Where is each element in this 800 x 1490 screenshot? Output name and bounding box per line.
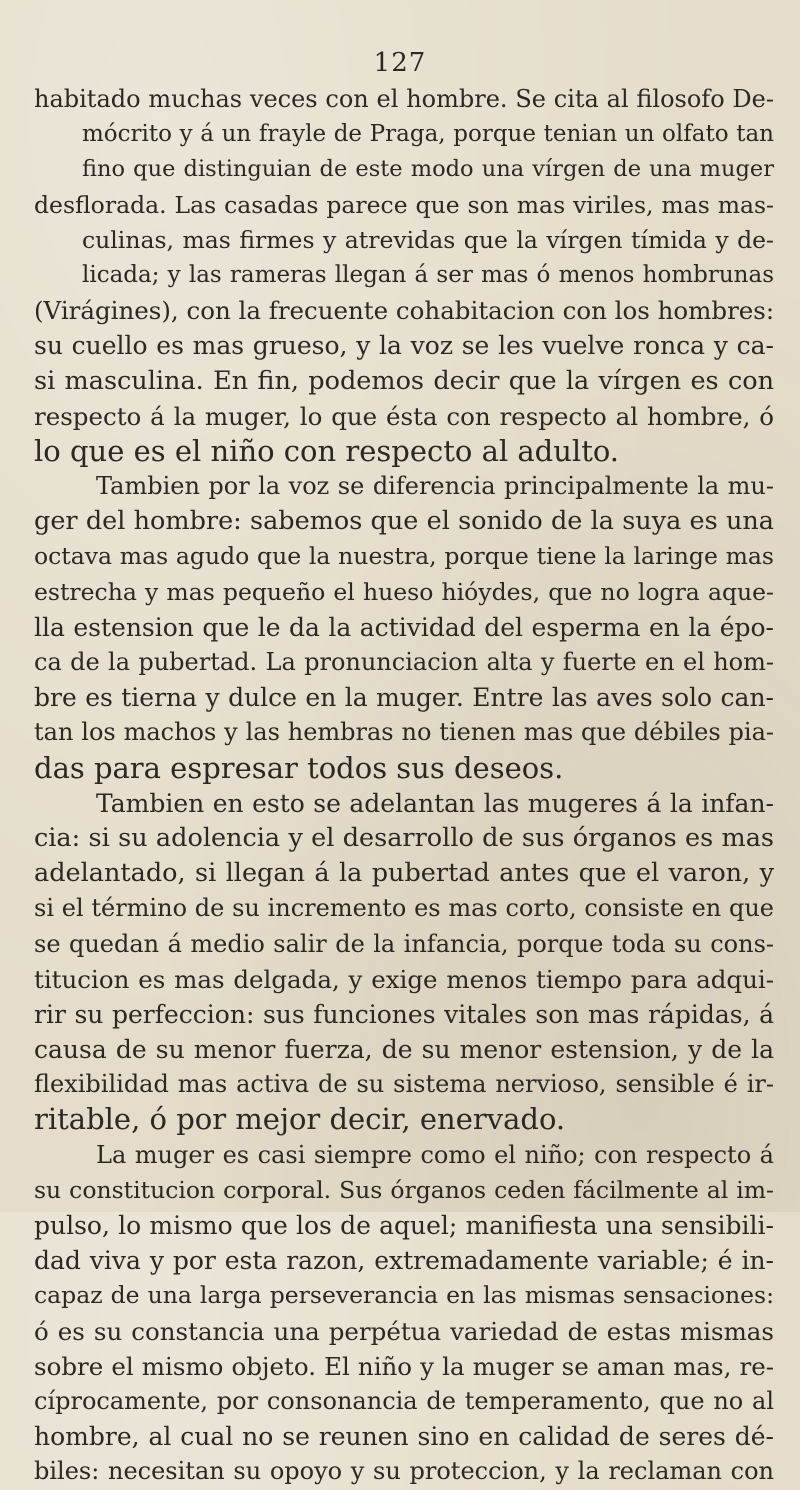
text-line: rir su perfeccion: sus funciones vitales son mas rápidas, á <box>34 999 774 1029</box>
text-line: se quedan á medio salir de la infancia, porque toda su cons- <box>34 929 774 958</box>
text-line: adelantado, si llegan á la pubertad antes que el varon, y <box>34 858 774 889</box>
text-line: causa de su menor fuerza, de su menor estension, y de la <box>34 1035 774 1065</box>
text-line: su constitucion corporal. Sus órganos ceden fácilmente al im- <box>34 1175 774 1204</box>
text-line: Tambien en esto se adelantan las mugeres á la infan- <box>96 788 774 818</box>
text-line: ó es su constancia una perpétua variedad de estas mismas <box>34 1316 774 1346</box>
text-line: desflorada. Las casadas parece que son mas viriles, mas mas- <box>34 190 774 219</box>
text-line: Tambien por la voz se diferencia principalmente la mu- <box>96 472 774 501</box>
text-line: ca de la pubertad. La pronunciacion alta y fuerte en el hom- <box>34 648 774 676</box>
text-line: cia: si su adolencia y el desarrollo de sus órganos es mas <box>34 822 774 853</box>
page-number: 127 <box>373 48 427 78</box>
text-line: ger del hombre: sabemos que el sonido de la suya es una <box>34 506 774 537</box>
text-line: (Virágines), con la frecuente cohabitacion con los hombres: <box>34 296 774 326</box>
text-line: licada; y las rameras llegan á ser mas ó menos hombrunas <box>82 261 774 288</box>
text-line: das para espresar todos sus deseos. <box>34 750 564 785</box>
text-line: si el término de su incremento es mas corto, consiste en que <box>34 894 774 923</box>
text-line: lo que es el niño con respecto al adulto. <box>34 433 620 468</box>
text-line: ritable, ó por mejor decir, enervado. <box>34 1102 566 1137</box>
text-line: titucion es mas delgada, y exige menos tiempo para adqui- <box>34 964 774 994</box>
text-line: mócrito y á un frayle de Praga, porque tenian un olfato tan <box>82 121 774 148</box>
text-line: si masculina. En fin, podemos decir que la vírgen es con <box>34 365 774 396</box>
text-line: respecto á la muger, lo que ésta con respecto al hombre, ó <box>34 401 774 431</box>
text-line: culinas, mas firmes y atrevidas que la vírgen tímida y de- <box>82 225 774 254</box>
text-line: sobre el mismo objeto. El niño y la muger se aman mas, re- <box>34 1351 774 1381</box>
text-line: tan los machos y las hembras no tienen mas que débiles pia- <box>34 718 774 747</box>
text-line: estrecha y mas pequeño el hueso hióydes, que no logra aque- <box>34 577 774 606</box>
text-line: bre es tierna y dulce en la muger. Entre las aves solo can- <box>34 683 774 713</box>
text-line: capaz de una larga perseverancia en las mismas sensaciones: <box>34 1281 774 1310</box>
text-line: habitado muchas veces con el hombre. Se cita al filosofo De- <box>34 85 774 113</box>
text-line: flexibilidad mas activa de su sistema nervioso, sensible é ir- <box>34 1070 774 1099</box>
text-line: cíprocamente, por consonancia de temperamento, que no al <box>34 1386 774 1415</box>
body-text <box>34 82 774 1490</box>
text-line: hombre, al cual no se reunen sino en calidad de seres dé- <box>34 1422 774 1452</box>
text-line: pulso, lo mismo que los de aquel; manifiesta una sensibili- <box>34 1211 774 1240</box>
text-line: La muger es casi siempre como el niño; con respecto á <box>96 1140 774 1169</box>
text-line: lla estension que le da la actividad del esperma en la épo- <box>34 612 774 642</box>
text-line: biles: necesitan su opoyo y su proteccion, y la reclaman con <box>34 1457 774 1486</box>
text-line: fino que distinguian de este modo una vírgen de una muger <box>82 156 774 183</box>
text-line: octava mas agudo que la nuestra, porque tiene la laringe mas <box>34 542 774 571</box>
text-line: su cuello es mas grueso, y la voz se les vuelve ronca y ca- <box>34 331 774 361</box>
text-line: dad viva y por esta razon, extremadamente variable; é in- <box>34 1246 774 1276</box>
